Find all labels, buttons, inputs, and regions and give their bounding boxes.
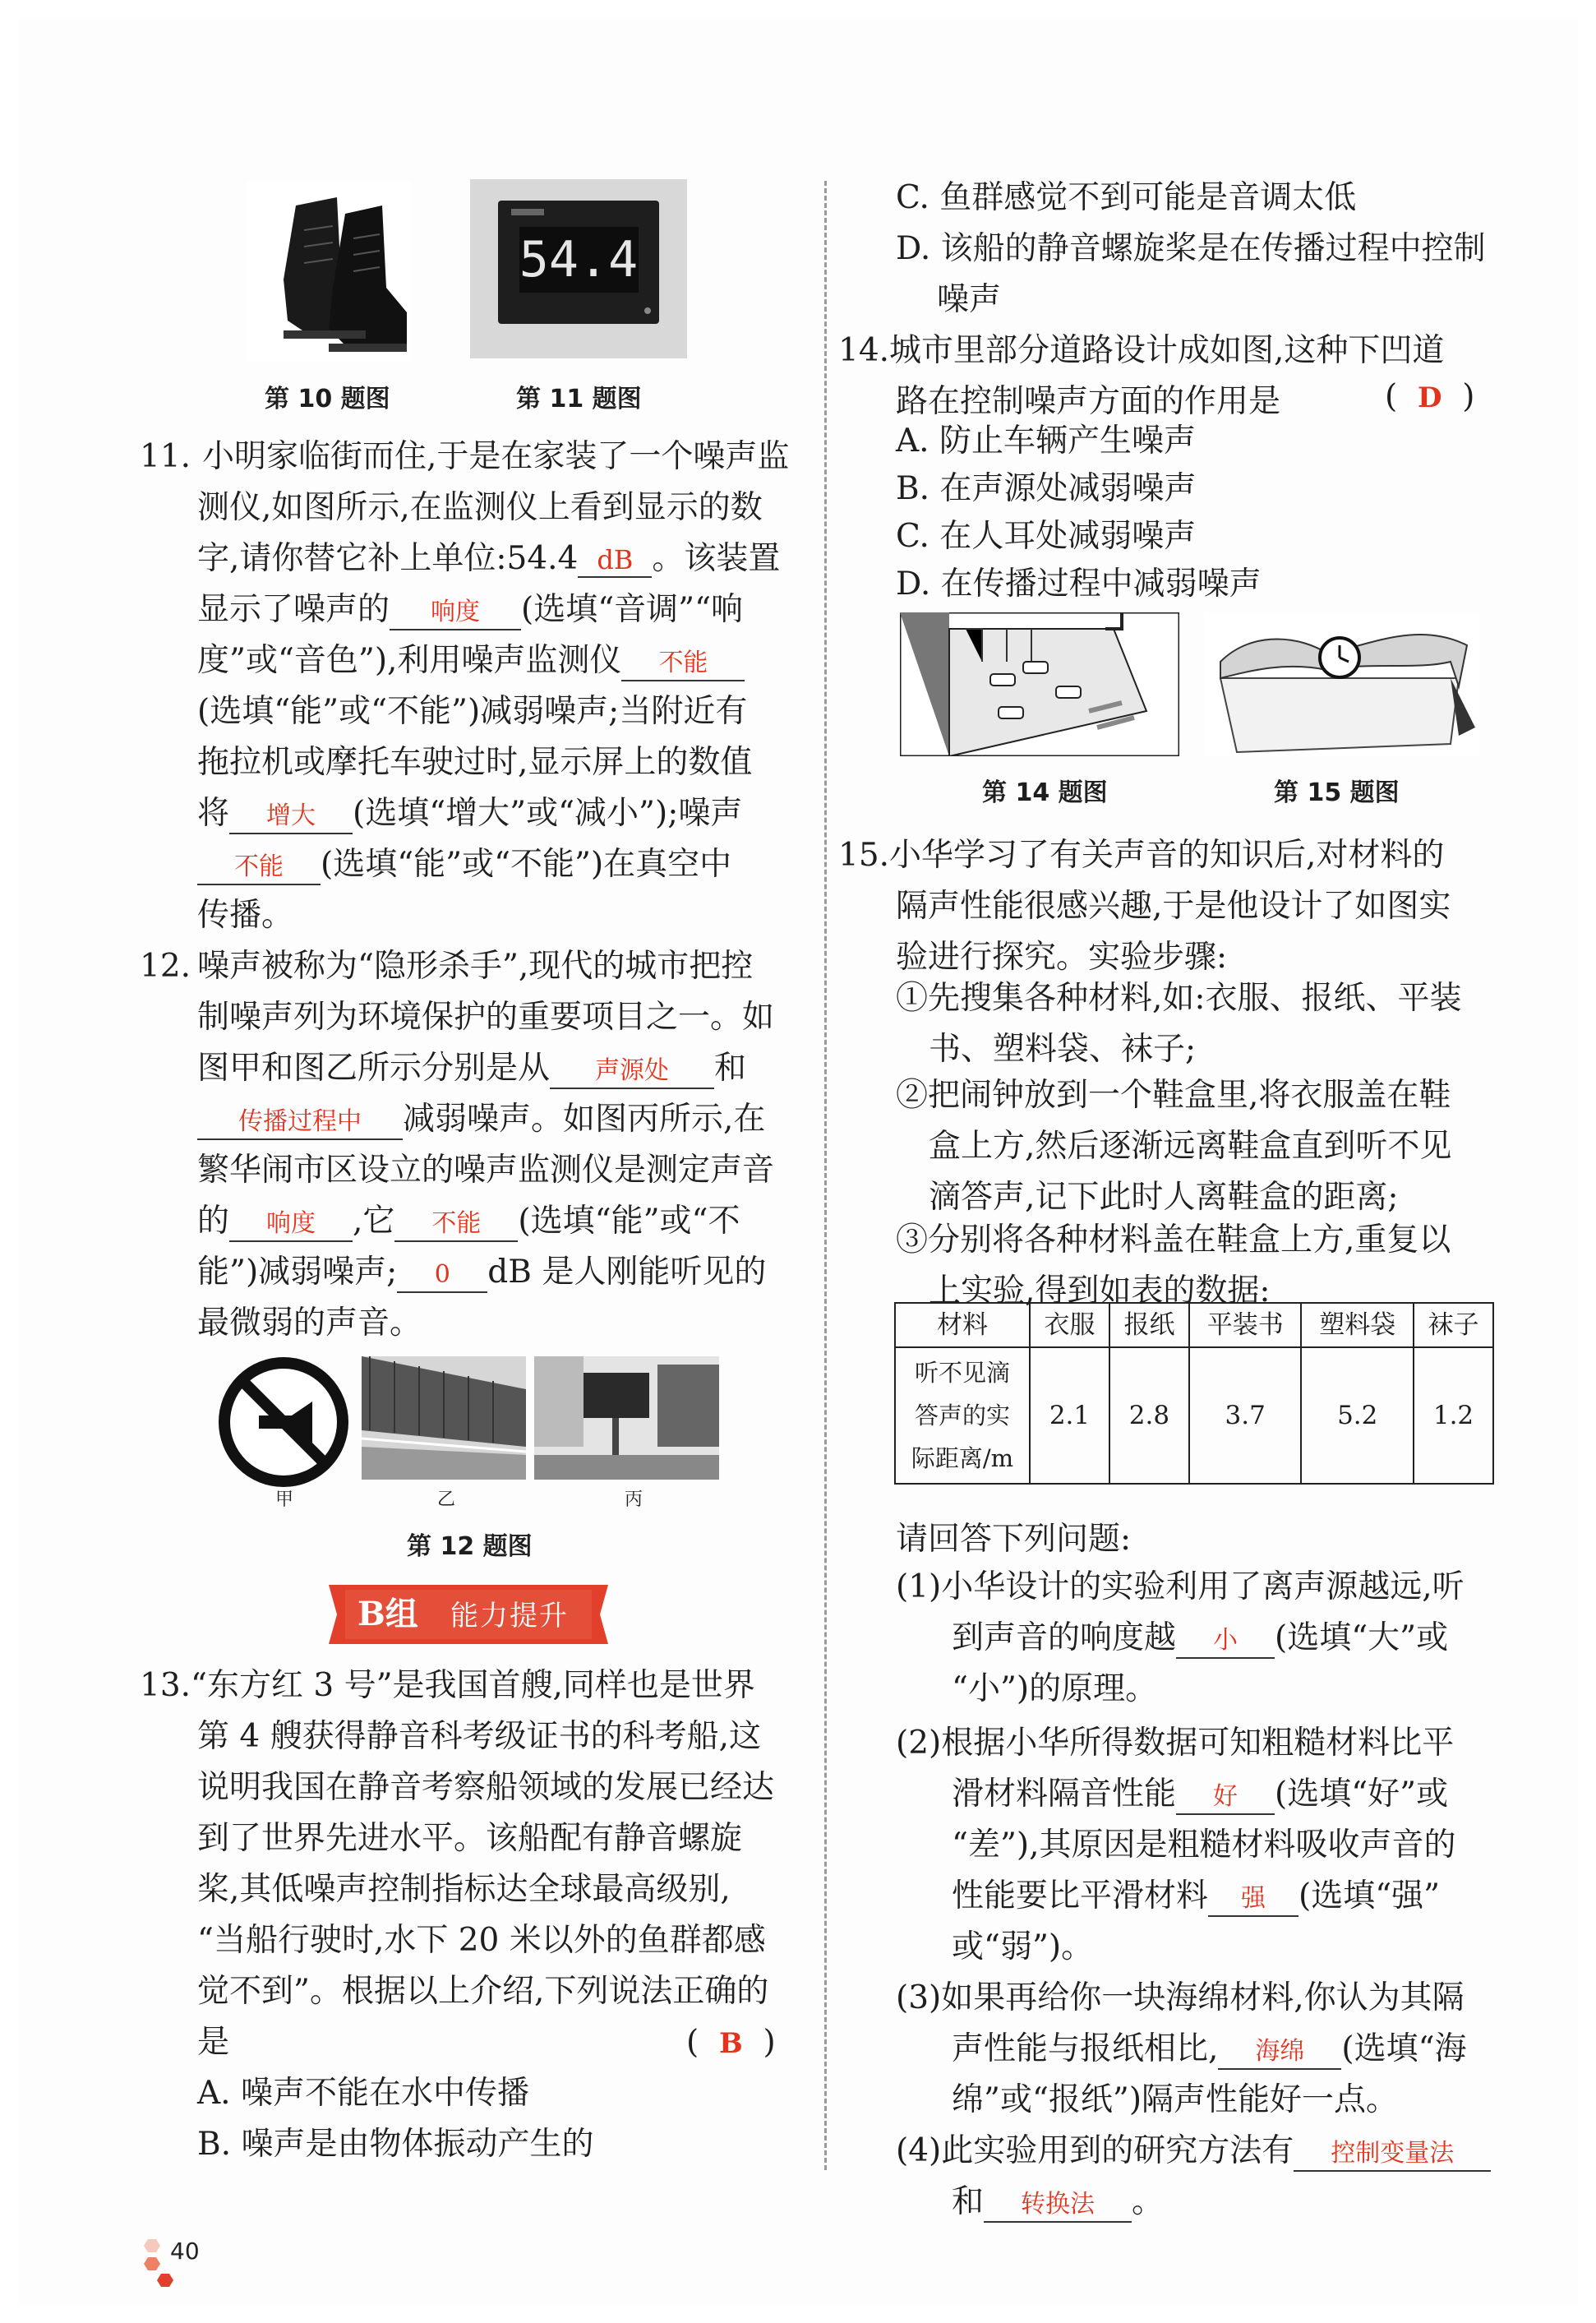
table-header-cell: 报纸 — [1109, 1303, 1189, 1347]
fig11-caption: 第 11 题图 — [516, 385, 642, 413]
q15-text: 声性能与报纸相比, — [952, 2030, 1219, 2067]
q15-text: 隔声性能很感兴趣,于是他设计了如图实 — [896, 888, 1451, 925]
q11-answer-2: 响度 — [390, 596, 521, 630]
q11-text: 字,请你替它补上单位:54.4 — [197, 540, 579, 577]
q15-text: 小华学习了有关声音的知识后,对材料的 — [889, 837, 1445, 874]
fig10-boots-image — [247, 181, 411, 362]
q13-option-b: B. 噪声是由物体振动产生的 — [197, 2126, 594, 2163]
q12-text: ,它 — [353, 1203, 395, 1240]
q15-text: 书、塑料袋、袜子; — [929, 1031, 1197, 1068]
fig10-caption: 第 10 题图 — [265, 385, 390, 413]
q13-text: 说明我国在静音考察船领域的发展已经达 — [197, 1769, 775, 1806]
q12-answer-3: 响度 — [229, 1208, 353, 1242]
q11-text: 测仪,如图所示,在监测仪上看到显示的数 — [197, 489, 763, 526]
q15-text: 滑材料隔音性能 — [952, 1776, 1177, 1813]
q13-text: 桨,其低噪声控制指标达全球最高级别, — [197, 1871, 731, 1908]
q13-answer: B — [719, 2027, 743, 2060]
q14-answer: D — [1418, 381, 1442, 414]
table-row-label-line: 际距离/m — [911, 1444, 1014, 1472]
q11-text: (选填“增大”或“减小”);噪声 — [353, 795, 743, 832]
q15-answer-4b: 转换法 — [984, 2188, 1132, 2223]
table-row-label-line: 听不见滴 — [914, 1359, 1010, 1387]
q12-text: 的 — [197, 1203, 230, 1240]
table-row-label — [895, 1347, 1030, 1484]
q15-text: 。 — [1132, 2183, 1165, 2220]
table-cell: 3.7 — [1189, 1347, 1302, 1484]
fig14-sunken-road-image — [900, 612, 1179, 756]
fig12-label-a: 甲 — [275, 1489, 294, 1510]
q12-answer-4: 不能 — [394, 1208, 518, 1242]
q15-answer-4a: 控制变量法 — [1294, 2137, 1491, 2172]
q12-text: 繁华闹市区设立的噪声监测仪是测定声音 — [197, 1152, 775, 1189]
q12-text: dB 是人刚能听见的 — [487, 1254, 767, 1291]
fig12-label-c: 丙 — [625, 1489, 643, 1510]
q11-number: 11. — [140, 438, 191, 475]
q15-answer-2a: 好 — [1176, 1780, 1275, 1815]
q11-text: 显示了噪声的 — [197, 591, 390, 628]
table-row-label-line: 答声的实 — [914, 1402, 1010, 1429]
q15-step-2 — [896, 1070, 1553, 1223]
q15-prompt: 请回答下列问题: — [896, 1521, 1132, 1558]
q15-text: 和 — [952, 2183, 985, 2220]
q15-answer-2b: 强 — [1208, 1882, 1298, 1917]
q15-number: 15. — [838, 837, 890, 874]
q15-text: 盒上方,然后逐渐远离鞋盒直到听不见 — [929, 1128, 1452, 1165]
q12-text: 图甲和图乙所示分别是从 — [197, 1050, 551, 1087]
q13-text: 觉不到”。根据以上介绍,下列说法正确的 — [197, 1973, 769, 2010]
q11-text: (选填“音调”“响 — [521, 591, 744, 628]
q15-text: (选填“强” — [1298, 1877, 1441, 1914]
q15-text: “小”)的原理。 — [952, 1670, 1158, 1707]
q11-text: 度”或“音色”),利用噪声监测仪 — [197, 642, 622, 679]
q14-option-c: C. 在人耳处减弱噪声 — [896, 518, 1197, 555]
table-header-row — [895, 1303, 1493, 1347]
q15-text: ①先搜集各种材料,如:衣服、报纸、平装 — [896, 980, 1462, 1017]
section-title: 能力提升 — [450, 1600, 569, 1633]
q12-answer-5: 0 — [397, 1258, 487, 1293]
q11-text: 拖拉机或摩托车驶过时,显示屏上的数值 — [197, 744, 753, 781]
q12-answer-2: 传播过程中 — [197, 1106, 403, 1140]
question-11 — [140, 432, 855, 941]
q11-text: (选填“能”或“不能”)在真空中 — [321, 846, 732, 883]
q15-data-table — [894, 1302, 1494, 1485]
q15-text: ②把闹钟放到一个鞋盒里,将衣服盖在鞋 — [896, 1077, 1451, 1114]
table-cell: 2.8 — [1109, 1347, 1189, 1484]
table-header-cell: 衣服 — [1030, 1303, 1109, 1347]
q15-text: (1)小华设计的实验利用了离声源越远,听 — [896, 1568, 1465, 1605]
page-number: 40 — [170, 2238, 200, 2265]
q15-text: ③分别将各种材料盖在鞋盒上方,重复以 — [896, 1222, 1451, 1258]
table-header-cell: 塑料袋 — [1301, 1303, 1414, 1347]
q15-text: “差”),其原因是粗糙材料吸收声音的 — [952, 1827, 1456, 1863]
q12-text: 噪声被称为“隐形杀手”,现代的城市把控 — [197, 948, 754, 985]
question-15 — [838, 830, 1561, 983]
table-header-cell: 材料 — [895, 1303, 1030, 1347]
q15-text: (选填“海 — [1341, 2030, 1467, 2067]
q15-text: (选填“好”或 — [1275, 1776, 1449, 1813]
q15-part-2 — [896, 1718, 1576, 1973]
q13-number: 13. — [140, 1667, 191, 1704]
q14-option-d: D. 在传播过程中减弱噪声 — [896, 566, 1262, 603]
q13-option-d-cont: 噪声 — [937, 281, 1002, 318]
table-cell: 1.2 — [1414, 1347, 1493, 1484]
fig12-label-b: 乙 — [437, 1489, 456, 1510]
q11-answer-1: dB — [578, 543, 652, 578]
q12-text: 和 — [714, 1050, 747, 1087]
fig12-no-horn-sign — [218, 1356, 349, 1488]
q15-answer-1: 小 — [1176, 1624, 1275, 1659]
q12-text: (选填“能”或“不 — [518, 1203, 740, 1240]
q15-part-3 — [896, 1973, 1576, 2126]
table-header-cell: 平装书 — [1189, 1303, 1302, 1347]
q12-answer-1: 声源处 — [550, 1055, 714, 1089]
q13-text: 到了世界先进水平。该船配有静音螺旋 — [197, 1820, 743, 1857]
q13-answer-bracket: ( B ) — [686, 2024, 776, 2061]
q11-answer-3: 不能 — [621, 647, 745, 681]
q12-text: 能”)减弱噪声; — [197, 1254, 398, 1291]
q11-text: 传播。 — [197, 897, 294, 934]
q15-text: (3)如果再给你一块海绵材料,你认为其隔 — [896, 1979, 1465, 2016]
fig14-caption: 第 14 题图 — [982, 778, 1108, 807]
q15-text: 到声音的响度越 — [952, 1619, 1177, 1656]
q12-number: 12. — [140, 948, 191, 985]
q11-answer-5: 不能 — [197, 851, 321, 885]
question-13 — [140, 1660, 855, 2068]
q13-text: “当船行驶时,水下 20 米以外的鱼群都感 — [197, 1922, 766, 1959]
q15-text: (选填“大”或 — [1275, 1619, 1449, 1656]
q12-text: 制噪声列为环境保护的重要项目之一。如 — [197, 999, 775, 1036]
fig12-sound-barrier-image — [362, 1356, 526, 1480]
question-12 — [140, 941, 855, 1349]
q15-text: (4)此实验用到的研究方法有 — [896, 2132, 1294, 2169]
q15-text: (2)根据小华所得数据可知粗糙材料比平 — [896, 1725, 1455, 1762]
table-cell: 5.2 — [1301, 1347, 1414, 1484]
q12-text: 最微弱的声音。 — [197, 1305, 422, 1342]
q14-text: 城市里部分道路设计成如图,这种下凹道 — [889, 332, 1445, 369]
q11-text: 。该装置 — [652, 540, 781, 577]
q14-option-a: A. 防止车辆产生噪声 — [896, 423, 1196, 460]
q15-text: 或“弱”)。 — [952, 1928, 1094, 1965]
table-cell: 2.1 — [1030, 1347, 1109, 1484]
q15-part-4 — [896, 2126, 1576, 2228]
fig12-street-monitor-image — [534, 1356, 719, 1480]
q13-text: “东方红 3 号”是我国首艘,同样也是世界 — [191, 1667, 755, 1704]
q13-text: 是 — [197, 2024, 230, 2061]
q15-text: 绵”或“报纸”)隔声性能好一点。 — [952, 2081, 1399, 2118]
section-group: B组 — [357, 1595, 418, 1633]
q15-text: 滴答声,记下此时人离鞋盒的距离; — [929, 1179, 1399, 1216]
q11-answer-4: 增大 — [229, 800, 353, 834]
q14-option-b: B. 在声源处减弱噪声 — [896, 470, 1197, 507]
q11-text: 小明家临街而住,于是在家装了一个噪声监 — [202, 438, 790, 475]
q15-step-1 — [896, 973, 1553, 1075]
fig12-caption: 第 12 题图 — [407, 1532, 533, 1561]
q12-text: 减弱噪声。如图丙所示,在 — [403, 1101, 766, 1138]
q15-part-1 — [896, 1562, 1576, 1715]
q14-answer-bracket: ( D ) — [1385, 378, 1475, 415]
q15-text: 性能要比平滑材料 — [952, 1877, 1209, 1914]
q13-option-d: D. 该船的静音螺旋桨是在传播过程中控制 — [896, 230, 1486, 267]
table-row — [895, 1347, 1493, 1484]
fig11-noise-meter-image — [470, 179, 687, 358]
q13-option-c: C. 鱼群感觉不到可能是音调太低 — [896, 179, 1357, 216]
q14-text: 路在控制噪声方面的作用是 — [896, 383, 1281, 420]
fig15-shoebox-clock-image — [1204, 612, 1479, 756]
q14-number: 14. — [838, 332, 890, 369]
q11-text: 将 — [197, 795, 230, 832]
q13-text: 第 4 艘获得静音科考级证书的科考船,这 — [197, 1718, 762, 1755]
q15-answer-3: 海绵 — [1218, 2035, 1341, 2070]
meter-display: 54.4 — [519, 231, 639, 289]
q15-text: 上实验,得到如表的数据: — [929, 1272, 1271, 1309]
q13-option-a: A. 噪声不能在水中传播 — [197, 2075, 529, 2112]
table-header-cell: 袜子 — [1414, 1303, 1493, 1347]
q15-text: 验进行探究。实验步骤: — [896, 939, 1228, 976]
fig15-caption: 第 15 题图 — [1274, 778, 1400, 807]
q11-text: (选填“能”或“不能”)减弱噪声;当附近有 — [197, 693, 748, 730]
